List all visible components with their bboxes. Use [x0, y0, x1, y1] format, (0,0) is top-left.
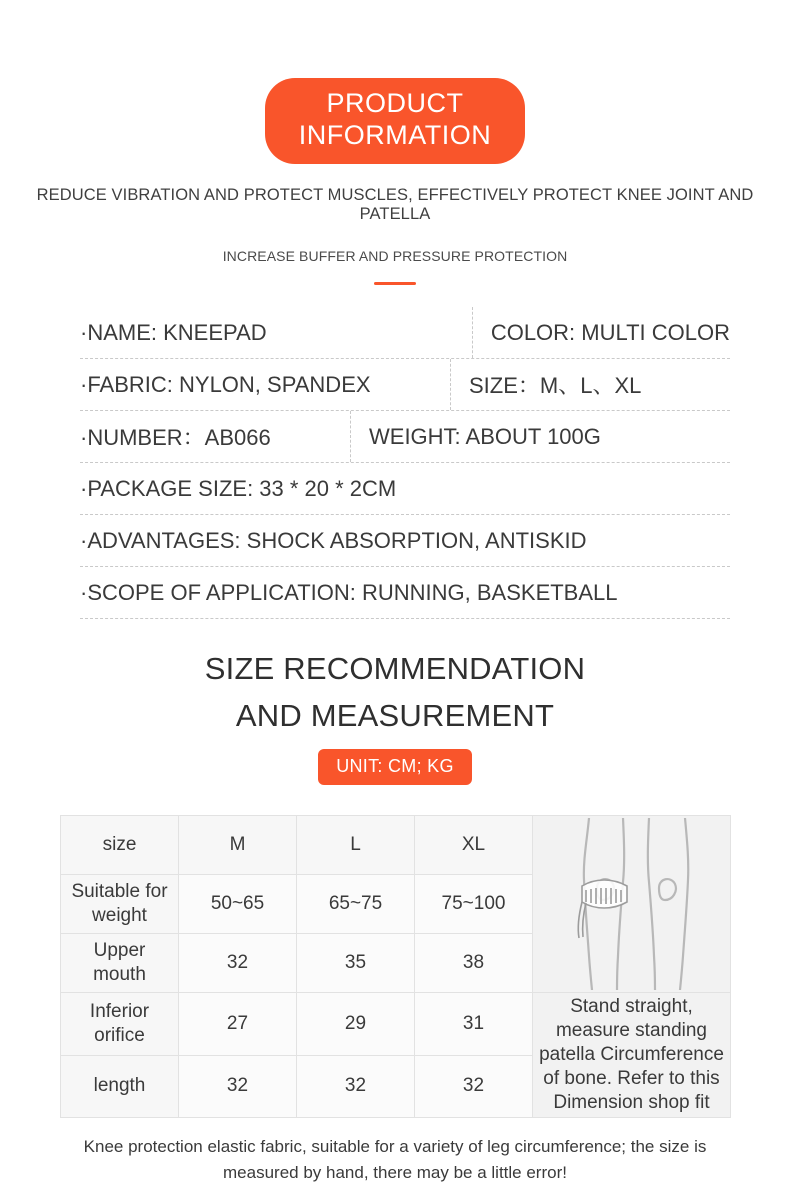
unit-badge-container: [0, 749, 790, 785]
spec-row: [80, 411, 730, 463]
spec-row: [80, 463, 730, 515]
badge-line-2: INFORMATION: [298, 120, 492, 150]
size-table-container: [60, 815, 730, 1118]
spec-weight-label: WEIGHT: ABOUT 100G: [350, 411, 601, 462]
spec-scope-label: ·SCOPE OF APPLICATION: RUNNING, BASKETBALL: [80, 579, 618, 605]
cell-inferior-l: 29: [297, 993, 415, 1056]
row-label-inferior-orifice: Inferior orifice: [61, 993, 179, 1056]
size-section-title: [0, 645, 790, 739]
cell-upper-xl: 38: [415, 934, 533, 993]
cell-upper-l: 35: [297, 934, 415, 993]
spec-row: [80, 515, 730, 567]
header-subline-1: REDUCE VIBRATION AND PROTECT MUSCLES, EFFECTIVELY PROTECT KNEE JOINT AND PATELLA: [36, 186, 754, 223]
row-label-upper-mouth: Upper mouth: [61, 934, 179, 993]
unit-badge: UNIT: CM; KG: [318, 749, 472, 785]
measurement-note: Stand straight, measure standing patella Circumference of bone. Refer to this Dimension shop fit: [533, 993, 731, 1118]
spec-fabric-label: ·FABRIC: NYLON, SPANDEX: [80, 371, 371, 397]
spec-list: [80, 307, 730, 619]
spec-color-label: COLOR: MULTI COLOR: [472, 307, 730, 358]
table-header-l: L: [297, 816, 415, 875]
measurement-illustration: [533, 816, 731, 993]
table-header-m: M: [179, 816, 297, 875]
cell-weight-m: 50~65: [179, 875, 297, 934]
product-information-badge: [265, 78, 525, 164]
size-table: [60, 815, 731, 1118]
cell-length-xl: 32: [415, 1055, 533, 1118]
spec-row: [80, 359, 730, 411]
cell-inferior-m: 27: [179, 993, 297, 1056]
header-subline-2: INCREASE BUFFER AND PRESSURE PROTECTION: [222, 248, 568, 264]
table-header-size: size: [61, 816, 179, 875]
cell-upper-m: 32: [179, 934, 297, 993]
spec-advantages-label: ·ADVANTAGES: SHOCK ABSORPTION, ANTISKID: [80, 527, 587, 553]
table-row: [61, 993, 731, 1056]
row-label-suitable-weight: Suitable for weight: [61, 875, 179, 934]
cell-weight-l: 65~75: [297, 875, 415, 934]
table-header-xl: XL: [415, 816, 533, 875]
badge-line-1: PRODUCT: [326, 88, 464, 118]
accent-divider: [374, 282, 416, 285]
spec-number-label: ·NUMBER：AB066: [80, 425, 271, 450]
size-title-line-1: SIZE RECOMMENDATION: [204, 651, 586, 686]
spec-package-size-label: ·PACKAGE SIZE: 33 * 20 * 2CM: [80, 475, 397, 501]
spec-name-label: ·NAME: KNEEPAD: [80, 319, 267, 345]
cell-length-l: 32: [297, 1055, 415, 1118]
footer-note: Knee protection elastic fabric, suitable for a variety of leg circumference; the size is measured by hand, there may be a little error!: [83, 1137, 707, 1182]
table-row: [61, 816, 731, 875]
row-label-length: length: [61, 1055, 179, 1118]
header-badge-container: [0, 0, 790, 164]
size-title-line-2: AND MEASUREMENT: [235, 698, 555, 733]
spec-size-label: SIZE：M、L、XL: [450, 359, 641, 410]
cell-length-m: 32: [179, 1055, 297, 1118]
spec-row: [80, 307, 730, 359]
cell-weight-xl: 75~100: [415, 875, 533, 934]
spec-row: [80, 567, 730, 619]
cell-inferior-xl: 31: [415, 993, 533, 1056]
